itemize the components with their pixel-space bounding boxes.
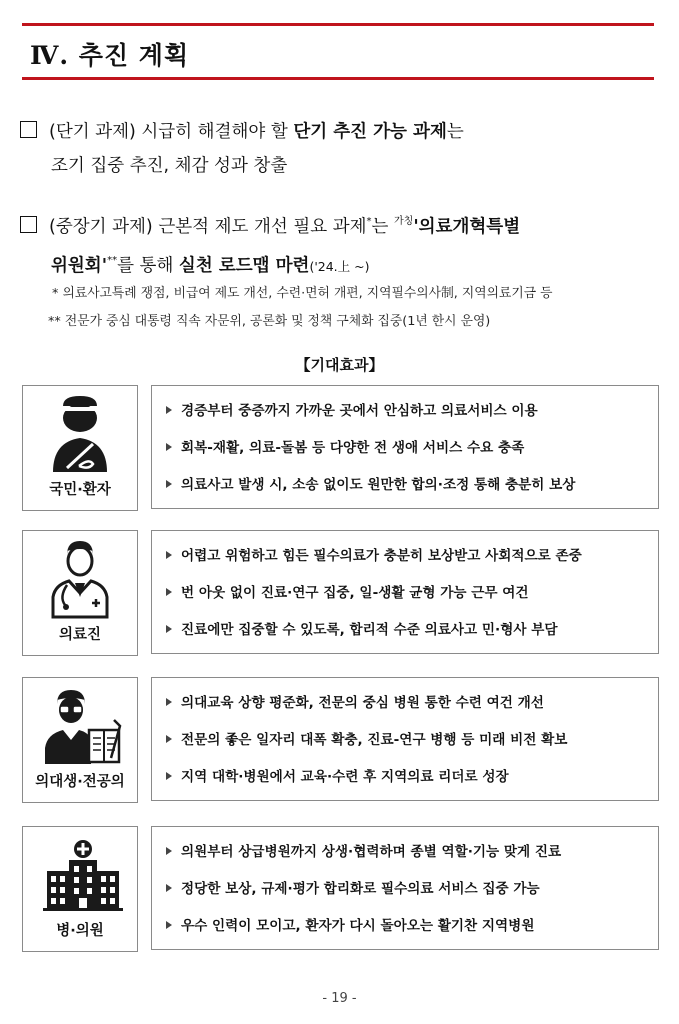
long-term-text: 근본적 제도 개선 필요 과제 xyxy=(152,217,367,237)
section-numeral: Ⅳ. xyxy=(30,41,70,70)
tentative-mark: 가칭 xyxy=(394,216,414,227)
group-items-patient xyxy=(151,385,659,509)
short-term-line2: 조기 집중 추진, 체감 성과 창출 xyxy=(51,156,288,176)
list-item-text: 번 아웃 없이 진료·연구 집중, 일-생활 균형 가능 근무 여건 xyxy=(181,585,529,601)
checkbox-bullet-icon xyxy=(20,216,37,233)
list-item-text: 진료에만 집중할 수 있도록, 합리적 수준 의료사고 민·형사 부담 xyxy=(181,622,558,638)
list-item xyxy=(152,434,658,471)
committee-name: '의료개혁특별 xyxy=(413,217,521,237)
section-title-text: 추진 계획 xyxy=(78,41,190,70)
header-top-rule xyxy=(22,23,654,26)
list-item xyxy=(152,397,658,434)
triangle-bullet-icon xyxy=(166,884,172,892)
triangle-bullet-icon xyxy=(166,588,172,596)
timeline-text: ('24.上 ~) xyxy=(309,259,370,274)
hospital-icon xyxy=(23,827,137,927)
footnote-mark: * xyxy=(366,216,372,227)
list-item-text: 정당한 보상, 규제·평가 합리화로 필수의료 서비스 집중 가능 xyxy=(181,881,540,897)
patient-icon xyxy=(23,386,137,486)
triangle-bullet-icon xyxy=(166,551,172,559)
list-item xyxy=(152,912,658,949)
group-box-doctor xyxy=(22,530,138,656)
checkbox-bullet-icon xyxy=(20,121,37,138)
committee-name-end: 위원회' xyxy=(51,256,108,276)
footnote-1: * 의료사고특례 쟁점, 비급여 제도 개선, 수련·면허 개편, 지역필수의사制, 지역의료기금 등 xyxy=(52,286,553,301)
triangle-bullet-icon xyxy=(166,406,172,414)
list-item-text: 우수 인력이 모이고, 환자가 다시 돌아오는 활기찬 지역병원 xyxy=(181,918,535,934)
group-label: 병·의원 xyxy=(56,923,104,939)
group-items-doctor xyxy=(151,530,659,654)
list-item-text: 전문의 좋은 일자리 대폭 확충, 진료-연구 병행 등 미래 비전 확보 xyxy=(181,732,568,748)
group-label: 국민·환자 xyxy=(49,482,111,498)
list-item xyxy=(152,616,658,653)
section-title xyxy=(30,36,189,72)
list-item xyxy=(152,542,658,579)
list-item xyxy=(152,689,658,726)
group-items-student xyxy=(151,677,659,801)
list-item xyxy=(152,838,658,875)
short-term-paragraph xyxy=(20,115,665,183)
triangle-bullet-icon xyxy=(166,921,172,929)
group-box-hospital xyxy=(22,826,138,952)
roadmap-text: 실천 로드맵 마련 xyxy=(178,256,310,276)
list-item xyxy=(152,579,658,616)
triangle-bullet-icon xyxy=(166,735,172,743)
footnote-mark-2: ** xyxy=(107,255,118,266)
list-item-text: 회복-재활, 의료-돌봄 등 다양한 전 생애 서비스 수요 충족 xyxy=(181,440,525,456)
expected-effects-title: 【기대효과】 xyxy=(295,356,384,374)
triangle-bullet-icon xyxy=(166,443,172,451)
list-item-text: 경증부터 중증까지 가까운 곳에서 안심하고 의료서비스 이용 xyxy=(181,403,538,419)
group-box-student xyxy=(22,677,138,803)
short-term-text: 시급히 해결해야 할 xyxy=(135,122,294,142)
group-label: 의대생·전공의 xyxy=(35,774,125,790)
page-number: - 19 - xyxy=(322,991,357,1006)
triangle-bullet-icon xyxy=(166,480,172,488)
long-term-after: 는 xyxy=(371,217,394,237)
footnote-2: ** 전문가 중심 대통령 직속 자문위, 공론화 및 정책 구체화 집중(1년 한시 운영) xyxy=(48,314,491,329)
long-term-paragraph xyxy=(20,205,665,284)
group-box-patient xyxy=(22,385,138,511)
list-item xyxy=(152,726,658,763)
long-term-label: (중장기 과제) xyxy=(49,217,153,237)
triangle-bullet-icon xyxy=(166,847,172,855)
triangle-bullet-icon xyxy=(166,698,172,706)
list-item-text: 의원부터 상급병원까지 상생·협력하며 종별 역할·기능 맞게 진료 xyxy=(181,844,562,860)
doctor-icon xyxy=(23,531,137,631)
triangle-bullet-icon xyxy=(166,625,172,633)
list-item-text: 의료사고 발생 시, 소송 없이도 원만한 합의·조정 통해 충분히 보상 xyxy=(181,477,576,493)
short-term-bold: 단기 추진 가능 과제 xyxy=(293,122,447,142)
triangle-bullet-icon xyxy=(166,772,172,780)
short-term-end: 는 xyxy=(446,122,464,142)
list-item xyxy=(152,763,658,800)
long-term-mid: 를 통해 xyxy=(117,256,179,276)
group-label: 의료진 xyxy=(58,627,102,643)
list-item-text: 의대교육 상향 평준화, 전문의 중심 병원 통한 수련 여건 개선 xyxy=(181,695,544,711)
group-items-hospital xyxy=(151,826,659,950)
list-item xyxy=(152,471,658,508)
header-bottom-rule xyxy=(22,77,654,80)
student-icon xyxy=(23,678,137,778)
list-item xyxy=(152,875,658,912)
short-term-label: (단기 과제) xyxy=(49,122,136,142)
list-item-text: 지역 대학·병원에서 교육·수련 후 지역의료 리더로 성장 xyxy=(181,769,509,785)
list-item-text: 어렵고 위험하고 힘든 필수의료가 충분히 보상받고 사회적으로 존중 xyxy=(181,548,582,564)
